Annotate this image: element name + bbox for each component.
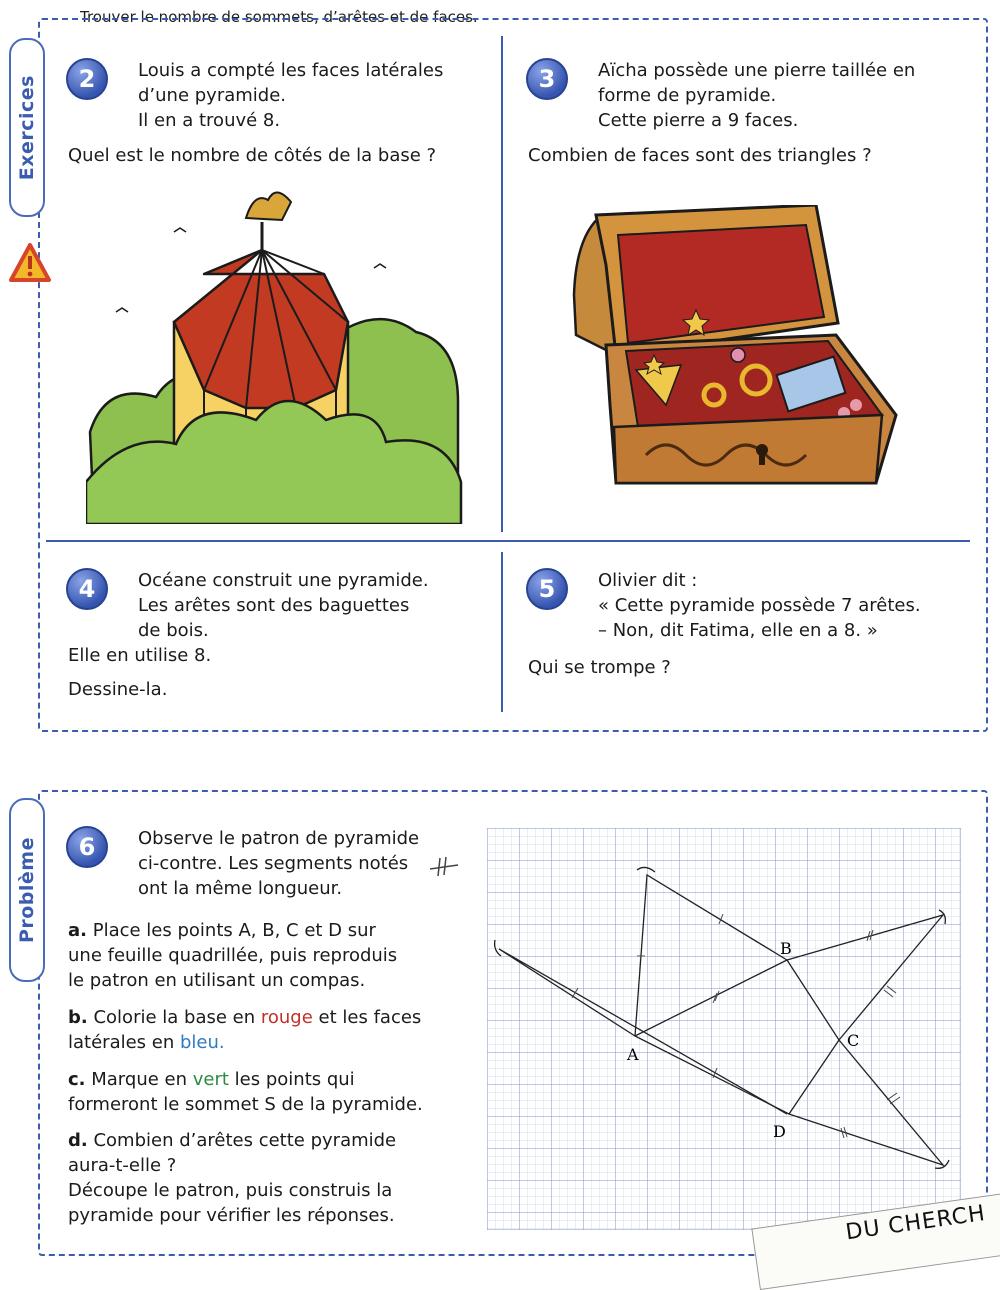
exercise-4-line: Océane construit une pyramide. xyxy=(138,570,429,591)
column-divider-bottom xyxy=(501,552,503,712)
problem-intro-line: ci-contre. Les segments notés xyxy=(138,853,409,874)
exercise-2-line: d’une pyramide. xyxy=(138,85,287,106)
exercise-number-4: 4 xyxy=(66,568,108,610)
exercise-number-2: 2 xyxy=(66,58,108,100)
problem-part-a: a. Place les points A, B, C et D sur xyxy=(68,920,376,941)
exercise-3-question: Combien de faces sont des triangles ? xyxy=(528,145,872,166)
problem-part-d-line: aura-t-elle ? xyxy=(68,1155,177,1176)
point-label-c: C xyxy=(847,1031,860,1050)
exercise-3-line: Aïcha possède une pierre taillée en xyxy=(598,60,916,81)
exercise-5-line: « Cette pyramide possède 7 arêtes. xyxy=(598,595,921,616)
problem-part-b: b. Colorie la base en rouge et les faces xyxy=(68,1007,422,1028)
exercise-3-line: Cette pierre a 9 faces. xyxy=(598,110,799,131)
exercise-4-question: Dessine-la. xyxy=(68,679,168,700)
treasure-chest-illustration xyxy=(566,205,900,487)
blue-word: bleu xyxy=(180,1032,219,1053)
exercise-number-5: 5 xyxy=(526,568,568,610)
equal-length-mark-icon xyxy=(428,855,460,879)
exercise-2-line: Louis a compté les faces latérales xyxy=(138,60,444,81)
exercise-2-line: Il en a trouvé 8. xyxy=(138,110,281,131)
exercise-4-line: Les arêtes sont des baguettes xyxy=(138,595,410,616)
problem-intro-line: Observe le patron de pyramide xyxy=(138,828,420,849)
green-word: vert xyxy=(192,1069,229,1090)
problem-part-d-line: pyramide pour vérifier les réponses. xyxy=(68,1205,395,1226)
problem-tab: Problème xyxy=(9,798,45,982)
pyramid-roof-tower-illustration xyxy=(86,182,466,524)
exercise-number-3: 3 xyxy=(526,58,568,100)
exercises-tab: Exercices xyxy=(9,38,45,217)
problem-part-c-line: formeront le sommet S de la pyramide. xyxy=(68,1094,423,1115)
problem-part-c: c. Marque en vert les points qui xyxy=(68,1069,355,1090)
row-divider xyxy=(46,540,970,542)
exercise-5-question: Qui se trompe ? xyxy=(528,657,671,678)
pyramid-net-grid xyxy=(487,828,961,1230)
problem-part-d-line: Découpe le patron, puis construis la xyxy=(68,1180,393,1201)
exercise-4-line: de bois. xyxy=(138,620,209,641)
exercise-5-line: – Non, dit Fatima, elle en a 8. » xyxy=(598,620,878,641)
exercise-5-line: Olivier dit : xyxy=(598,570,698,591)
exercise-3-line: forme de pyramide. xyxy=(598,85,777,106)
corner-stamp: DU CHERCH xyxy=(751,1194,1000,1290)
problem-number-6: 6 xyxy=(66,826,108,868)
instruction-text: Trouver le nombre de sommets, d’arêtes et de faces. xyxy=(80,8,478,26)
problem-part-a-line: une feuille quadrillée, puis reproduis xyxy=(68,945,398,966)
problem-part-d: d. Combien d’arêtes cette pyramide xyxy=(68,1130,397,1151)
exercise-4-line: Elle en utilise 8. xyxy=(68,645,212,666)
warning-icon xyxy=(8,241,52,285)
point-label-d: D xyxy=(773,1122,786,1141)
problem-part-a-line: le patron en utilisant un compas. xyxy=(68,970,366,991)
point-label-b: B xyxy=(780,939,792,958)
red-word: rouge xyxy=(260,1007,313,1028)
exercise-2-question: Quel est le nombre de côtés de la base ? xyxy=(68,145,437,166)
column-divider-top xyxy=(501,36,503,532)
problem-part-b-line: latérales en bleu. xyxy=(68,1032,225,1053)
problem-intro-line: ont la même longueur. xyxy=(138,878,343,899)
point-label-a: A xyxy=(627,1045,639,1064)
